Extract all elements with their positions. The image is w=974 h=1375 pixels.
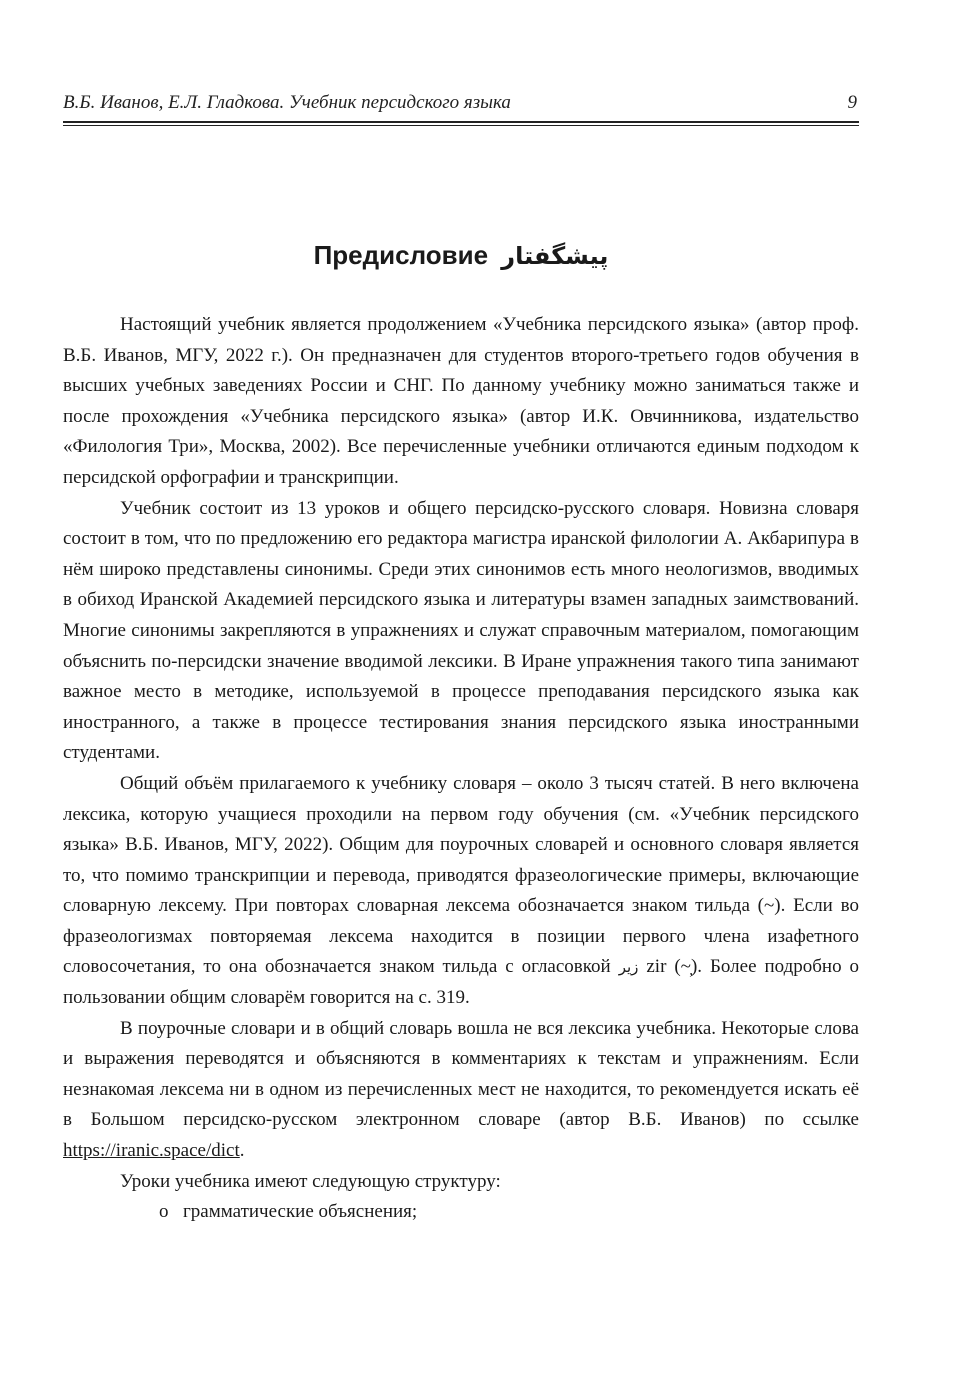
- paragraph-5: Уроки учебника имеют следующую структуру:: [120, 1170, 501, 1192]
- structure-list: [63, 1197, 859, 1228]
- paragraph-1: Настоящий учебник является продолжением «Учебника персидского языка» (автор проф. В.Б. Иванов, МГУ, 2022 г.). Он предназначен для студентов второго-третьего годов обучения в высших учебных заведениях России и СНГ. По данному учебнику можно заниматься также и после прохождения «Учебника персидского языка» (автор И.К. Овчинникова, издательство «Филология Три», Москва, 2002). Все перечисленные учебники отличаются единым подходом к персидской орфографии и транскрипции.: [63, 314, 859, 488]
- dictionary-link[interactable]: https://iranic.space/dict: [63, 1140, 240, 1162]
- body-text: [63, 310, 859, 1228]
- list-bullet: o: [159, 1201, 169, 1223]
- chapter-title: [63, 240, 859, 271]
- list-item-text: грамматические объяснения;: [183, 1201, 418, 1223]
- header-rule-thick: [63, 121, 859, 123]
- paragraph-2: Учебник состоит из 13 уроков и общего персидско-русского словаря. Новизна словаря состоит в том, что по предложению его редактора магистра иранской филологии А. Акбарипура в нём широко представлены синонимы. Среди этих синонимов есть много неологизмов, вводимых в обиход Иранской Академией персидского языка и литературы взамен западных заимствований. Многие синонимы закрепляются в упражнениях и служат справочным материалом, помогающим объяснить по-персидски значение вводимой лексики. В Иране упражнения такого типа занимают важное место в методике, используемой в процессе преподавания персидского языка как иностранного, а также в процессе тестирования знания персидского языка иностранными студентами.: [63, 497, 859, 764]
- chapter-title-fa: پیشگفتار: [501, 242, 609, 270]
- paragraph-4: [63, 1014, 859, 1167]
- running-header: [63, 88, 859, 118]
- persian-word-zir: زیر: [618, 958, 639, 977]
- header-rule-thin: [63, 125, 859, 126]
- running-title: В.Б. Иванов, Е.Л. Гладкова. Учебник персидского языка: [63, 92, 511, 113]
- page-number: 9: [847, 92, 857, 113]
- paragraph-3-text-b: zir (~̦). Более подробно о пользовании общим словарём говорится на с. 319.: [63, 956, 860, 1009]
- paragraph-4-end: .: [239, 1140, 245, 1162]
- chapter-title-ru: Предисловие: [313, 240, 489, 270]
- paragraph-3: [63, 769, 859, 1014]
- paragraph-3-text-a: Общий объём прилагаемого к учебнику словаря – около 3 тысяч статей. В него включена лексика, которую учащиеся проходили на первом году обучения (см. «Учебник персидского языка» В.Б. Иванов, МГУ, 2022). Общим для поурочных словарей и основного словаря является то, что помимо транскрипции и перевода, приводятся фразеологические примеры, включающие словарную лексему. При повторах словарная лексема обозначается знаком тильда (~). Если во фразеологизмах повторяемая лексема находится в позиции первого члена изафетного словосочетания, то она обозначается знаком тильда с огласовкой: [63, 772, 859, 978]
- paragraph-4-text: В поурочные словари и в общий словарь вошла не вся лексика учебника. Некоторые слова и выражения переводятся и объясняются в комментариях к текстам и упражнениям. Если незнакомая лексема ни в одном из перечисленных мест не находится, то рекомендуется искать её в Большом персидско-русском электронном словаре (автор В.Б. Иванов) по ссылке: [63, 1017, 859, 1131]
- list-item: [159, 1197, 859, 1228]
